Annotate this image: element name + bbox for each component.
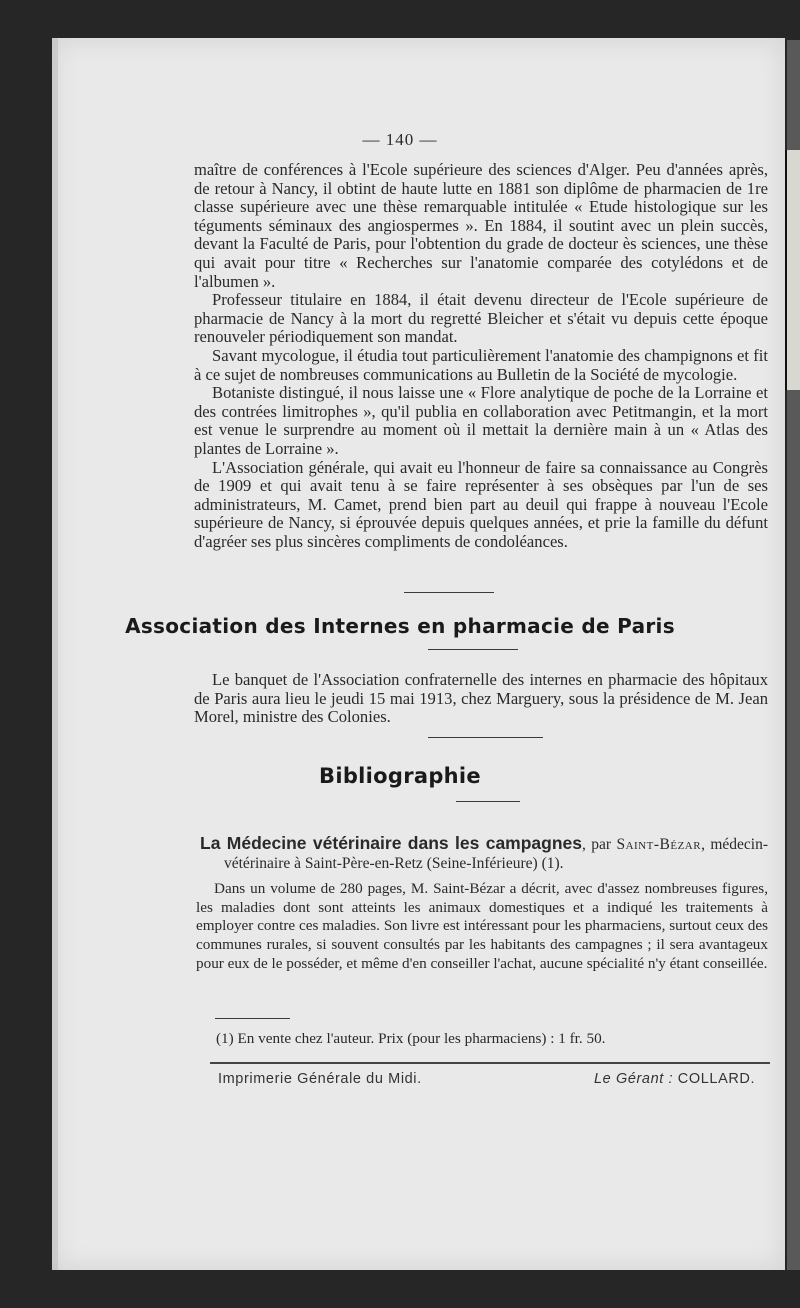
heading-underline <box>456 801 520 802</box>
book-details: , médecin-vétérinaire à Saint-Père-en-Retz (Seine-Inférieure) (1). <box>224 836 768 872</box>
book-author: Saint-Bézar <box>616 836 702 853</box>
paragraph: L'Association générale, qui avait eu l'honneur de faire sa connaissance au Congrès de 1909 et qui avait tenu à se faire représenter à ses obsèques par l'un de ses administrateurs, M. Camet, prend bien part au deuil qui frappe à nouveau l'Ecole supérieure de Nancy, si éprouvée depuis quelques années, et prie la famille du défunt d'agréer ses plus sincères compliments de condoléances. <box>194 457 768 551</box>
adjacent-page-edge <box>785 150 800 390</box>
book-reference <box>200 834 768 873</box>
book-review: Dans un volume de 280 pages, M. Saint-Bézar a décrit, avec d'assez nombreuses figures, les maladies dont sont atteints les animaux domestiques et a indiqué les traitements à employer contre ces maladies. Son livre est intéressant pour les pharmaciens, surtout ceux des communes rurales, si souvent consultés par les habitants des campagnes ; il sera avantageux pour eux de le posséder, et même d'en conseiller l'achat, aucune spécialité n'y étant conseillée. <box>196 880 768 972</box>
banquet-paragraph: Le banquet de l'Association confraternelle des internes en pharmacie des hôpitaux de Paris aura lieu le jeudi 15 mai 1913, chez Marguery, sous la présidence de M. Jean Morel, ministre des Colonies. <box>194 670 768 727</box>
page-number: — 140 — <box>362 130 438 149</box>
gerant-credit <box>594 1071 755 1087</box>
paragraph: Savant mycologue, il étudia tout particulièrement l'anatomie des champignons et fit à ce sujet de nombreuses communications au Bulletin de la Société de mycologie. <box>194 345 768 384</box>
section-divider <box>428 737 543 738</box>
paragraph: Botaniste distingué, il nous laisse une « Flore analytique de poche de la Lorraine et des contrées limitrophes », qu'il publia en collaboration avec Petitmangin, et la mort est venue le surprendre au moment où il mettait la dernière main à un « Atlas des plantes de Lorraine ». <box>194 383 768 458</box>
gerant-name: COLLARD. <box>677 1071 756 1087</box>
footer-rule <box>210 1062 770 1064</box>
footnote-rule <box>215 1018 290 1019</box>
footnote: (1) En vente chez l'auteur. Prix (pour les pharmaciens) : 1 fr. 50. <box>216 1030 606 1047</box>
paragraph: Professeur titulaire en 1884, il était devenu directeur de l'Ecole supérieure de pharmacie de Nancy à la mort du regretté Bleicher et s'était vu depuis cette époque renouveler périodiquement son mandat. <box>194 290 768 347</box>
section-heading-bibliographie: Bibliographie <box>319 764 481 788</box>
gerant-label: Le Gérant : <box>594 1071 674 1087</box>
printer-credit: Imprimerie Générale du Midi. <box>218 1071 422 1087</box>
obituary-text <box>194 161 768 551</box>
section-divider <box>404 592 494 593</box>
page-left-shadow <box>52 38 58 1270</box>
book-by: , par <box>582 836 617 853</box>
heading-underline <box>428 649 518 650</box>
paragraph: maître de conférences à l'Ecole supérieure des sciences d'Alger. Peu d'années après, de retour à Nancy, il obtint de haute lutte en 1881 son diplôme de pharmacien de 1re classe supérieure avec une thèse remarquable intitulée « Etude histologique sur les téguments séminaux des angiospermes ». En 1884, il soutint avec un plein succès, devant la Faculté de Paris, pour l'obtention du grade de docteur ès sciences, une thèse qui avait pour titre « Recherches sur l'anatomie comparée des cotylédons et de l'albumen ». <box>194 160 768 291</box>
section-heading-internes: Association des Internes en pharmacie de Paris <box>125 614 675 638</box>
book-title: La Médecine vétérinaire dans les campagnes <box>200 833 583 853</box>
